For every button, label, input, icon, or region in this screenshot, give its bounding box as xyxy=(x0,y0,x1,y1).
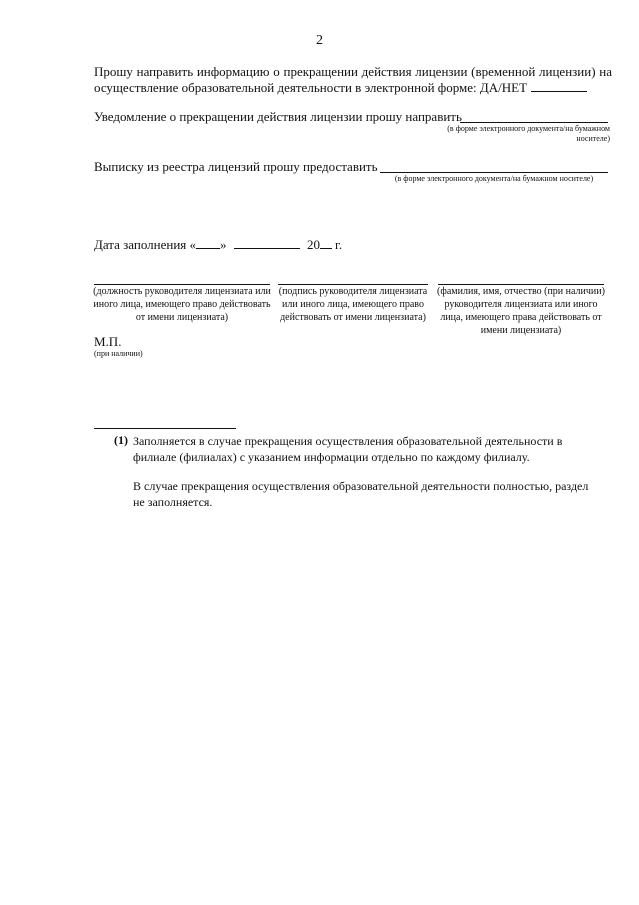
stamp-label: М.П. xyxy=(94,334,122,349)
notification-field[interactable] xyxy=(460,122,608,123)
fill-date-close-quote: » xyxy=(220,237,227,252)
signature-label-position: (должность руководителя лицензиата или иного лица, имеющего право действовать от имени лицензиата) xyxy=(93,286,271,323)
extract-hint: (в форме электронного документа/на бумажном носителе) xyxy=(394,174,594,183)
electronic-info-answer: ДА/НЕТ xyxy=(479,80,528,95)
electronic-info-text: Прошу направить информацию о прекращении действия лицензии (временной лицензии) на осуществление образовательной деятельности в электронной форме: xyxy=(94,64,612,95)
notification-hint: (в форме электронного документа/на бумажном носителе) xyxy=(447,124,610,143)
date-year-field[interactable] xyxy=(320,237,332,249)
footnote-text: Заполняется в случае прекращения осуществления образовательной деятельности в филиале (филиалах) с указанием информации отдельно по каждому филиалу. xyxy=(133,434,563,464)
footnote-mark: (1) xyxy=(114,433,128,447)
footnote-divider xyxy=(94,428,236,429)
signature-label-signature: (подпись руководителя лицензиата или иного лица, имеющего право действовать от имени лицензиата) xyxy=(278,286,428,323)
answer-underline[interactable] xyxy=(531,80,587,92)
stamp-hint: (при наличии) xyxy=(94,349,143,358)
signature-label-full-name: (фамилия, имя, отчество (при наличии) руководителя лицензиата или иного лица, имеющего права действовать от имени лицензиата) xyxy=(437,286,605,336)
fill-date-year-suffix: г. xyxy=(335,237,343,252)
fill-date-row xyxy=(94,237,342,253)
extract-field[interactable] xyxy=(380,172,608,173)
date-month-field[interactable] xyxy=(234,237,300,249)
fill-date-year-prefix: 20 xyxy=(307,237,321,252)
footnote-text-2: В случае прекращения осуществления образовательной деятельности полностью, раздел не заполняется. xyxy=(133,479,589,509)
extract-label: Выписку из реестра лицензий прошу предоставить xyxy=(94,159,378,174)
electronic-info-request xyxy=(94,64,612,96)
notification-label: Уведомление о прекращении действия лицензии прошу направить xyxy=(94,109,462,124)
date-day-field[interactable] xyxy=(196,237,220,249)
page-number: 2 xyxy=(316,33,323,48)
fill-date-label: Дата заполнения « xyxy=(94,237,197,252)
